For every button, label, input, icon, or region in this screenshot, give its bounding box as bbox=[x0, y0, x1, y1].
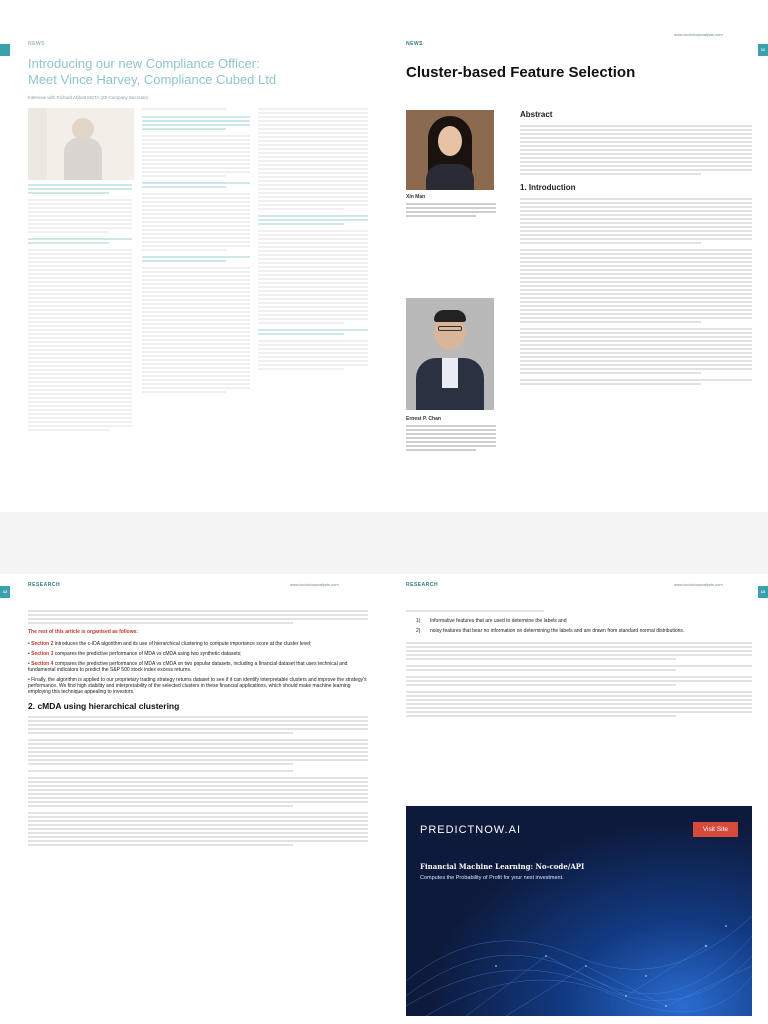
para-1 bbox=[406, 642, 752, 660]
author-photo-xin-man bbox=[406, 110, 494, 190]
network-graphic bbox=[406, 806, 752, 1016]
page-number: 11 bbox=[760, 47, 766, 52]
site-url[interactable]: www.technicalanalysts.com bbox=[674, 32, 723, 37]
portrait-figure bbox=[72, 118, 94, 140]
main-column bbox=[406, 610, 752, 722]
section-link[interactable]: Section 3 bbox=[31, 651, 54, 657]
predictnow-ad[interactable] bbox=[406, 806, 752, 1016]
spread-gap bbox=[0, 512, 768, 574]
site-url[interactable]: www.technicalanalysts.com bbox=[674, 582, 723, 587]
ad-brand: PREDICTNOW.AI bbox=[420, 824, 522, 836]
shirt-shape bbox=[442, 358, 458, 388]
para-2 bbox=[406, 665, 752, 671]
numbered-list bbox=[416, 618, 752, 634]
lead-in bbox=[406, 610, 752, 612]
page-number: 12 bbox=[2, 589, 8, 594]
glasses-shape bbox=[438, 326, 462, 331]
intro-heading: 1. Introduction bbox=[520, 183, 576, 192]
bookshelf-photo bbox=[28, 108, 134, 180]
list-item: • Section 4 compares the predictive performance of MDA vs cMDA on two popular datasets, including a financial dataset that uses technical and fundamental indicators to predict the S&P 500 stock index excess returns. bbox=[28, 661, 348, 673]
column-1 bbox=[28, 184, 132, 433]
page-tab bbox=[0, 44, 10, 56]
section-link[interactable]: Section 4 bbox=[31, 661, 54, 667]
column-2 bbox=[142, 108, 250, 395]
shirt-shape bbox=[426, 164, 474, 190]
section2-heading: 2. cMDA using hierarchical clustering bbox=[28, 701, 180, 711]
intro-para-4 bbox=[520, 379, 752, 385]
section2-para-4 bbox=[28, 777, 368, 807]
intro-continuation bbox=[28, 610, 368, 624]
page-top-right bbox=[384, 0, 768, 512]
abstract-heading: Abstract bbox=[520, 110, 553, 119]
section-label: RESEARCH bbox=[406, 582, 439, 588]
section2-para-5 bbox=[28, 812, 368, 846]
section2-para-3 bbox=[28, 770, 368, 772]
author1-caption bbox=[406, 194, 496, 219]
article-title bbox=[28, 56, 368, 88]
main-column bbox=[520, 110, 752, 390]
section2-para-2 bbox=[28, 739, 368, 765]
page-bottom-right bbox=[384, 574, 768, 1024]
ad-headline: Financial Machine Learning: No-code/API bbox=[420, 862, 585, 871]
portrait-body bbox=[64, 138, 102, 180]
face-shape bbox=[438, 126, 462, 156]
section-label: RESEARCH bbox=[28, 582, 61, 588]
site-url[interactable]: www.technicalanalysts.com bbox=[290, 582, 339, 587]
list-item: • Finally, the algorithm is applied to our proprietary trading strategy returns dataset to see if it can identify interpretable clusters and improve the strategy's performance. We find high stability and interpretability of the selected clusters in these financial applications, which should make machine learning employing this technique appealing to investors. bbox=[28, 677, 367, 695]
page-number: 13 bbox=[760, 589, 766, 594]
intro-para-2 bbox=[520, 249, 752, 323]
author-photo-ernest-chan bbox=[406, 298, 494, 410]
title-line-2: Meet Vince Harvey, Compliance Cubed Ltd bbox=[28, 72, 277, 87]
list-item: 2) noisy features that bear no information on determining the labels and are drawn from standard normal distributions. bbox=[416, 628, 685, 634]
section-label: NEWS bbox=[406, 41, 423, 47]
title-line-1: Introducing our new Compliance Officer: bbox=[28, 56, 260, 71]
author2-name: Ernest P. Chan bbox=[406, 416, 441, 422]
outline-list bbox=[28, 641, 368, 695]
page-bottom-left bbox=[0, 574, 384, 1024]
main-column bbox=[28, 610, 368, 851]
intro-para-1 bbox=[520, 198, 752, 244]
intro-para-3 bbox=[520, 328, 752, 374]
outline-heading: The rest of this article is organised as follows: bbox=[28, 629, 139, 635]
section-link[interactable]: Section 2 bbox=[31, 641, 54, 647]
visit-site-button[interactable]: Visit Site bbox=[693, 822, 738, 837]
hair-shape bbox=[434, 310, 466, 322]
page-top-left bbox=[0, 0, 384, 512]
section2-para-1 bbox=[28, 716, 368, 734]
para-3 bbox=[406, 676, 752, 686]
para-4 bbox=[406, 691, 752, 717]
author2-caption bbox=[406, 416, 496, 453]
abstract-body bbox=[520, 125, 752, 175]
article-title: Cluster-based Feature Selection bbox=[406, 64, 636, 81]
list-item: • Section 2 introduces the c-IDA algorithm and its use of hierarchical clustering to compute importance score at the cluster level; bbox=[28, 641, 312, 647]
column-3 bbox=[258, 108, 368, 372]
section-label: NEWS bbox=[28, 41, 45, 47]
byline: Interview with Richard Abbott MSTA (Z9 Company Secretary bbox=[28, 95, 149, 100]
list-item: 1) Informative features that are used to determine the labels and bbox=[416, 618, 567, 624]
ad-subline: Computes the Probability of Profit for your next investment. bbox=[420, 875, 564, 881]
author1-name: Xin Man bbox=[406, 194, 426, 200]
list-item: • Section 3 compares the predictive performance of MDA vs cMDA using two synthetic datasets; bbox=[28, 651, 242, 657]
